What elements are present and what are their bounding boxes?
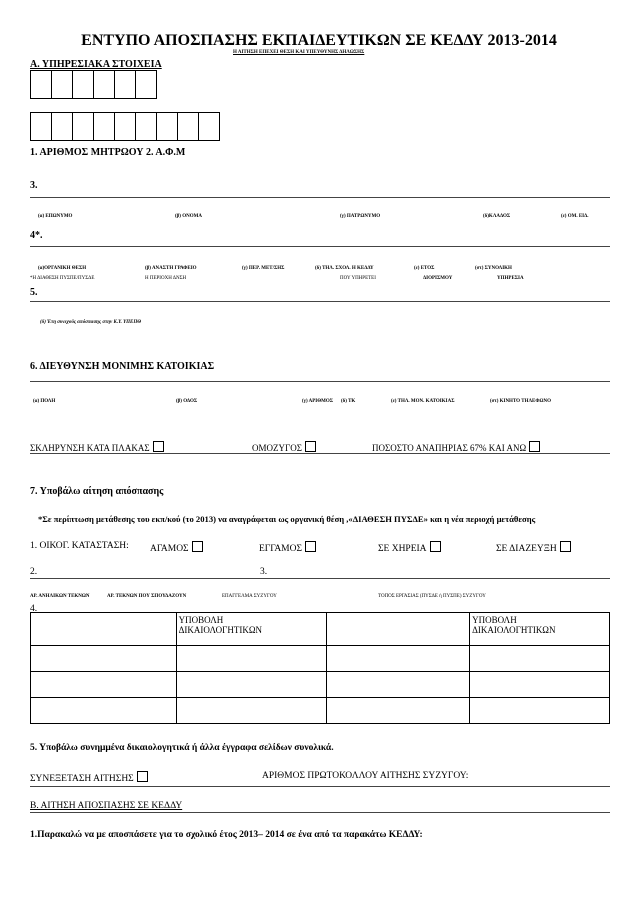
single-checkbox[interactable] — [192, 541, 203, 552]
table-cell[interactable] — [176, 646, 327, 672]
widowed-label: ΣΕ ΧΗΡΕΙΑ — [378, 544, 427, 554]
appointment-year-label: (ε) ΕΤΟΣ — [414, 266, 435, 271]
spouse-occupation-label: ΕΠΑΓΓΕΛΜΑ ΣΥΖΥΓΟΥ — [222, 594, 277, 599]
minor-children-label: ΑΡ. ΑΝΗΛΙΚΩΝ ΤΕΚΝΩΝ — [30, 594, 90, 599]
family-status-label: 1. ΟΙΚΟΓ. ΚΑΤΑΣΤΑΣΗ: — [30, 541, 129, 551]
afm-boxes — [30, 112, 220, 141]
single-label: ΑΓΑΜΟΣ — [150, 544, 189, 554]
registry-digit-box[interactable] — [51, 70, 73, 99]
married-checkbox[interactable] — [305, 541, 316, 552]
surname-label: (α) ΕΠΩΝΥΜΟ — [38, 214, 73, 219]
transfer-note: *Σε περίπτωση μετάθεσης του εκπ/κού (το 2013) να αναγράφεται ως οργανική θέση ,«ΔΙΑΘΕΣΗ ΠΥΣΔΕ» και η νέα περιοχή μετάθεσης — [38, 514, 536, 524]
table-header-cell — [470, 613, 610, 646]
afm-digit-box[interactable] — [135, 112, 157, 141]
spouse-checkbox[interactable] — [305, 441, 316, 452]
table-row — [31, 698, 610, 724]
table-cell[interactable] — [470, 646, 610, 672]
table-cell[interactable] — [176, 672, 327, 698]
divorced-checkbox[interactable] — [560, 541, 571, 552]
row3-number: 3. — [30, 180, 38, 191]
hardship-option — [30, 441, 164, 453]
table-cell[interactable] — [31, 672, 177, 698]
form-subtitle: Η ΑΙΤΗΣΗ ΕΠΕΧΕΙ ΘΕΣΗ ΚΑΙ ΥΠΕΥΘΥΝΗΣ ΔΗΛΩΣΗΣ — [233, 50, 365, 55]
table-cell[interactable] — [470, 672, 610, 698]
number-label: (γ) ΑΡΙΘΜΟΣ — [302, 399, 334, 404]
name-label: (β) ΟΝΟΜΑ — [175, 214, 202, 219]
section-b-title: Β. ΑΙΤΗΣΗ ΑΠΟΣΠΑΣΗΣ ΣΕ ΚΕΔΔΥ — [30, 801, 183, 811]
section-a-title: Α. ΥΠΗΡΕΣΙΑΚΑ ΣΤΟΙΧΕΙΑ — [30, 59, 162, 70]
registry-number-boxes — [30, 70, 157, 99]
form-title: ΕΝΤΥΠΟ ΑΠΟΣΠΑΣΗΣ ΕΚΠΑΙΔΕΥΤΙΚΩΝ ΣΕ ΚΕΔΔΥ 2013-2014 — [81, 32, 557, 49]
joint-line — [30, 786, 610, 787]
branch-label: (δ)ΚΛΑΔΟΣ — [483, 214, 511, 219]
row4-number: 4*. — [30, 230, 43, 241]
married-option — [259, 541, 316, 554]
attachments-statement: 5. Υποβάλω συνημμένα δικαιολογητικά ή άλλα έγγραφα σελίδων συνολικά. — [30, 743, 334, 753]
hardship-checkbox[interactable] — [153, 441, 164, 452]
area-note: Η ΠΕΡΙΟΧΗ ΔΝΣΗ — [145, 276, 187, 281]
mobile-phone-label: (στ) ΚΙΝΗΤΟ ΤΗΛΕΦΩΝΟ — [490, 399, 552, 404]
father-name-label: (γ) ΠΑΤΡΩΝΥΜΟ — [340, 214, 381, 219]
table-cell[interactable] — [31, 613, 177, 646]
registry-afm-label: 1. ΑΡΙΘΜΟΣ ΜΗΤΡΩΟΥ 2. Α.Φ.Μ — [30, 147, 186, 158]
disability-checkbox[interactable] — [529, 441, 540, 452]
line3-number: 3. — [260, 567, 268, 577]
spouse-option — [252, 441, 316, 453]
single-option — [150, 541, 203, 554]
address-title: 6. ΔΙΕΥΘΥΝΣΗ ΜΟΝΙΜΗΣ ΚΑΤΟΙΚΙΑΣ — [30, 361, 215, 372]
organic-position-label: (α)ΟΡΓΑΝΙΚΗ ΘΕΣΗ — [38, 266, 87, 271]
table-cell[interactable] — [327, 646, 470, 672]
header-d-line1: ΥΠΟΒΟΛΗ — [472, 615, 517, 625]
address-line — [30, 381, 610, 382]
widowed-checkbox[interactable] — [430, 541, 441, 552]
row3-line — [30, 197, 610, 198]
table-cell[interactable] — [327, 698, 470, 724]
service-note: ΥΠΗΡΕΣΙΑ — [497, 276, 524, 281]
family-line — [30, 578, 610, 579]
divorced-label: ΣΕ ΔΙΑΖΕΥΞΗ — [496, 544, 557, 554]
section-b-line — [30, 812, 610, 813]
header-d-line2: ΔΙΚΑΙΟΛΟΓΗΤΙΚΩΝ — [472, 625, 556, 635]
joint-examination-checkbox[interactable] — [137, 771, 148, 782]
disability-label: ΠΟΣΟΣΤΟ ΑΝΑΠΗΡΙΑΣ 67% ΚΑΙ ΑΝΩ — [372, 443, 527, 453]
table-cell[interactable] — [470, 698, 610, 724]
table-cell[interactable] — [31, 646, 177, 672]
office-label: (β) ΑΝΑΣΤΗ ΓΡΑΦΕΙΟ — [145, 266, 197, 271]
married-label: ΕΓΓΑΜΟΣ — [259, 544, 303, 554]
section-7-title: 7. Υποβάλω αίτηση απόσπασης — [30, 486, 164, 497]
afm-digit-box[interactable] — [114, 112, 136, 141]
request-statement: 1.Παρακαλώ να με αποσπάσετε για το σχολικό έτος 2013– 2014 σε ένα από τα παρακάτω ΚΕΔΔΥ: — [30, 830, 423, 840]
documents-table — [30, 612, 610, 724]
table-row — [31, 672, 610, 698]
street-label: (β) ΟΔΟΣ — [176, 399, 198, 404]
afm-digit-box[interactable] — [93, 112, 115, 141]
school-phone-label: (δ) ΤΗΛ. ΣΧΟΛ. Η ΚΕΔΔΥ — [315, 266, 374, 271]
postcode-label: (δ) ΤΚ — [341, 399, 356, 404]
row5-number: 5. — [30, 287, 38, 298]
joint-examination-label: ΣΥΝΕΞΕΤΑΣΗ ΑΙΤΗΣΗΣ — [30, 774, 134, 784]
header-b-line2: ΔΙΚΑΙΟΛΟΓΗΤΙΚΩΝ — [178, 625, 263, 635]
spouse-protocol-label: ΑΡΙΘΜΟΣ ΠΡΩΤΟΚΟΛΛΟΥ ΑΙΤΗΣΗΣ ΣΥΖΥΓΟΥ: — [262, 771, 469, 781]
table-cell[interactable] — [327, 613, 470, 646]
disability-option — [372, 441, 540, 453]
placement-note: *Η ΔΙΑΘΕΣΗ ΠΥΣΠΕ/ΠΥΣΔΕ — [30, 276, 95, 281]
divorced-option — [496, 541, 571, 554]
afm-digit-box[interactable] — [156, 112, 178, 141]
spouse-workplace-label: ΤΟΠΟΣ ΕΡΓΑΣΙΑΣ (ΠΥΣΔΕ ή ΠΥΣΠΕ) ΣΥΖΥΓΟΥ — [378, 594, 486, 599]
registry-digit-box[interactable] — [135, 70, 157, 99]
registry-digit-box[interactable] — [72, 70, 94, 99]
secondment-years-label: (δ) Έτη συνεχούς απόσπασης στην Κ.Υ. ΥΠΕΠΘ — [40, 320, 142, 325]
specialty-group-label: (ε) ΟΜ. ΕΙΔ. — [561, 214, 589, 219]
table-header-row — [31, 613, 610, 646]
home-phone-label: (ε) ΤΗΛ. ΜΟΝ. ΚΑΤΟΙΚΙΑΣ — [391, 399, 455, 404]
serving-note: ΠΟΥ ΥΠΗΡΕΤΕΙ — [340, 276, 376, 281]
total-service-label: (στ) ΣΥΝΟΛΙΚΗ — [475, 266, 512, 271]
table-cell[interactable] — [31, 698, 177, 724]
afm-digit-box[interactable] — [30, 112, 52, 141]
city-label: (α) ΠΟΛΗ — [33, 399, 56, 404]
table-row — [31, 646, 610, 672]
appointment-note: ΔΙΟΡΙΣΜΟΥ — [423, 276, 453, 281]
transfer-area-label: (γ) ΠΕΡ. ΜΕΤ/ΣΗΣ — [242, 266, 285, 271]
spouse-label: ΟΜΟΖΥΓΟΣ — [252, 443, 302, 453]
header-b-line1: ΥΠΟΒΟΛΗ — [178, 615, 224, 625]
row4b-number: 4. — [30, 604, 38, 614]
table-header-cell — [176, 613, 327, 646]
registry-digit-box[interactable] — [30, 70, 52, 99]
widowed-option — [378, 541, 441, 554]
checks-line — [30, 453, 610, 454]
afm-digit-box[interactable] — [177, 112, 199, 141]
registry-digit-box[interactable] — [93, 70, 115, 99]
afm-digit-box[interactable] — [198, 112, 220, 141]
table-cell[interactable] — [176, 698, 327, 724]
registry-digit-box[interactable] — [114, 70, 136, 99]
row5-line — [30, 301, 610, 302]
studying-children-label: ΑΡ. ΤΕΚΝΩΝ ΠΟΥ ΣΠΟΥΔΑΖΟΥΝ — [107, 594, 187, 599]
joint-examination-option — [30, 771, 148, 784]
line2-number: 2. — [30, 567, 38, 577]
hardship-label: ΣΚΛΗΡΥΝΣΗ ΚΑΤΑ ΠΛΑΚΑΣ — [30, 443, 150, 453]
row4-line — [30, 246, 610, 247]
table-cell[interactable] — [327, 672, 470, 698]
afm-digit-box[interactable] — [51, 112, 73, 141]
afm-digit-box[interactable] — [72, 112, 94, 141]
